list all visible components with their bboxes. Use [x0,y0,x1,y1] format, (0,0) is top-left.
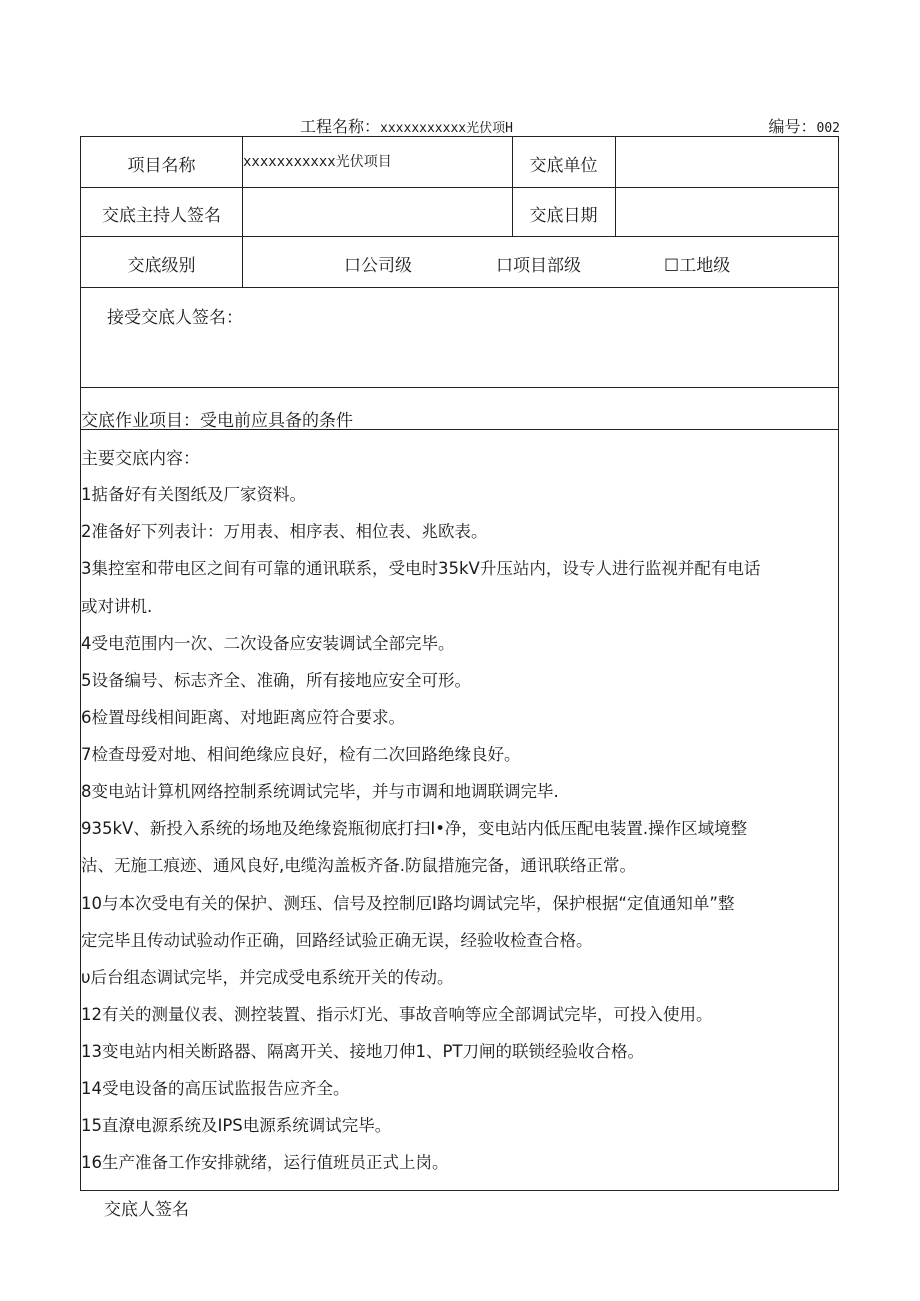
project-name-cell-text: xxxxxxxxxxx光伏项目 [243,154,392,170]
briefing-unit-label: 交底单位 [529,156,598,176]
host-signature-label: 交底主持人签名 [102,206,221,226]
content-line: 14受电设备的高压试监报告应齐全。 [81,1079,350,1098]
briefing-table [80,136,839,1191]
content-line: 8变电站计算机网络控制系统调试完毕，并与市调和地调联调完毕. [81,782,559,801]
content-heading: 主要交底内容： [81,449,200,469]
content-line: 7检查母爱对地、相间绝缘应良好，检有二次回路绝缘良好。 [81,745,521,764]
content-line: 13变电站内相关断路器、隔离开关、接地刀伸1、PT刀闸的联锁经验收合格。 [81,1042,645,1061]
project-name-cell-label: 项目名称 [127,156,196,176]
project-name-label: 工程名称： [300,117,381,136]
content-line: 5设备编号、标志齐全、准确，所有接地应安全可形。 [81,671,471,690]
document-number-value: 002 [816,121,840,136]
content-line: 16生产准备工作安排就绪，运行值班员正式上岗。 [81,1153,449,1172]
briefing-signer-label: 交底人签名 [104,1200,189,1220]
content-line: 定完毕且传动试验动作正确，回路经试验正确无误，经验收检查合格。 [81,931,593,950]
content-line: 沽、无施工痕迹、通风良好,电缆沟盖板齐备.防鼠措施完备，通讯联络正常。 [81,856,636,875]
briefing-level-label: 交底级别 [127,256,196,276]
content-line: 或对讲机. [81,597,153,616]
content-line: 2准备好下列表计：万用表、相序表、相位表、兆欧表。 [81,522,488,541]
row-divider [81,287,838,288]
briefing-task: 交底作业项目：受电前应具备的条件 [81,411,353,431]
content-line: 1掂备好有关图纸及厂家资料。 [81,485,306,504]
content-line: 10与本次受电有关的保护、测珏、信号及控制厄I路均调试完毕，保护根据“定值通知单”整 [81,894,735,913]
project-name-cell-value [243,151,392,171]
briefing-date-label: 交底日期 [529,206,598,226]
content-line: υ后台组态调试完毕，并完成受电系统开关的传动。 [81,968,454,987]
document-number-label: 编号： [768,117,817,136]
level-project-dept-checkbox[interactable]: 口项目部级 [496,256,581,276]
content-line: 6检置母线相间距离、对地距离应符合要求。 [81,708,405,727]
level-site-checkbox[interactable]: ☐工地级 [664,256,731,276]
project-name-value: xxxxxxxxxxx光伏项H [380,121,513,136]
content-line: 3集控室和带电区之间有可靠的通讯联系，受电时35kV升压站内，设专人进行监视并配有电话 [81,559,761,578]
document-number [769,114,841,137]
column-divider [615,137,616,236]
row-divider [81,236,838,237]
content-line: 935kV、新投入系统的场地及绝缘瓷瓶彻底打扫I•净，变电站内低压配电装置.操作区域境整 [81,819,748,838]
content-line: 15直潦电源系统及IPS电源系统调试完毕。 [81,1116,392,1135]
content-line: 4受电范围内一次、二次设备应安装调试全部完毕。 [81,634,455,653]
level-company-checkbox[interactable]: 口公司级 [344,256,412,276]
row-divider [81,387,838,388]
content-line: 12有关的测量仪表、测控装置、指示灯光、事故音响等应全部调试完毕，可投入使用。 [81,1005,713,1024]
receiver-signature-label: 接受交底人签名： [107,308,243,328]
project-name-header [300,114,513,137]
row-divider [81,187,838,188]
